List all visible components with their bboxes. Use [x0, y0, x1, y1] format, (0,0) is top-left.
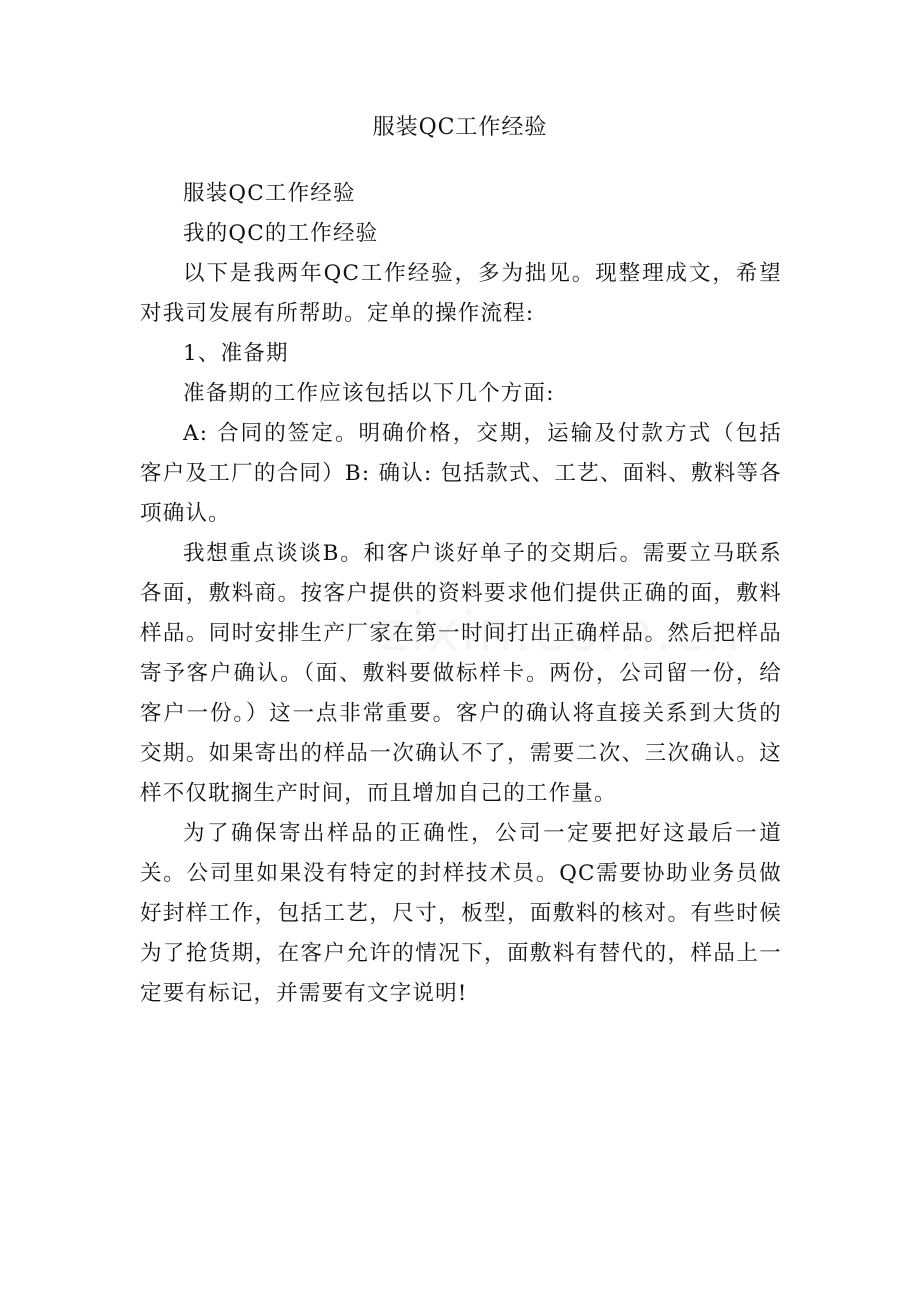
paragraph-8: 为了确保寄出样品的正确性，公司一定要把好这最后一道关。公司里如果没有特定的封样技术员。QC需要协助业务员做好封样工作，包括工艺，尺寸，板型，面敷料的核对。有些时候为了抢货期，在客户允许的情况下，面敷料有替代的，样品上一定要有标记，并需要有文字说明!: [140, 821, 782, 1006]
document-title: 服装QC工作经验: [372, 115, 548, 140]
document-body: [140, 174, 782, 1014]
paragraph-1: 服装QC工作经验: [183, 181, 356, 206]
paragraph-5: 准备期的工作应该包括以下几个方面:: [183, 381, 555, 406]
paragraph-7: 我想重点谈谈B。和客户谈好单子的交期后。需要立马联系各面，敷料商。按客户提供的资料要求他们提供正确的面，敷料样品。同时安排生产厂家在第一时间打出正确样品。然后把样品寄予客户确认。（面、敷料要做标样卡。两份，公司留一份，给客户一份。）这一点非常重要。客户的确认将直接关系到大货的交期。如果寄出的样品一次确认不了，需要二次、三次确认。这样不仅耽搁生产时间，而且增加自己的工作量。: [140, 541, 782, 806]
paragraph-6: A: 合同的签定。明确价格，交期，运输及付款方式（包括客户及工厂的合同）B: 确认: 包括款式、工艺、面料、敷料等各项确认。: [140, 421, 782, 526]
paragraph-2: 我的QC的工作经验: [183, 221, 379, 246]
paragraph-3: 以下是我两年QC工作经验，多为拙见。现整理成文，希望对我司发展有所帮助。定单的操作流程:: [140, 261, 782, 326]
paragraph-4: 1、准备期: [183, 341, 289, 366]
